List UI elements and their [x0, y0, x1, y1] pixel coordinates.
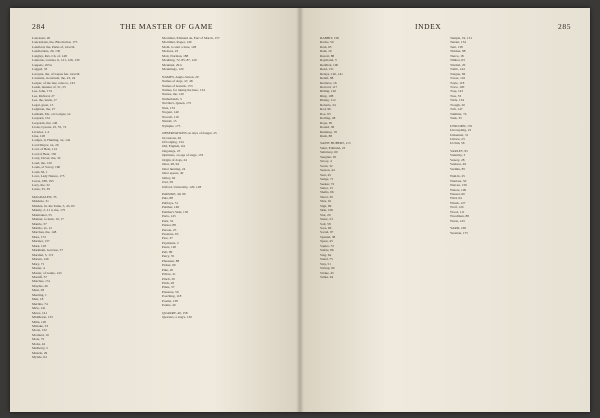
index-entry: Poaching, 118	[162, 294, 182, 299]
index-entry: Palfreys, 51	[162, 200, 179, 205]
index-entry: Woodmen, 88	[450, 214, 469, 219]
index-entry: Rush, 88	[320, 133, 333, 138]
index-entry: Mew, 141	[32, 306, 46, 311]
index-entry: Reward, 117	[320, 84, 338, 89]
index-entry: YARD, 160	[450, 226, 467, 231]
index-entry: Lenham, Mr., on Lodges, xx	[32, 111, 71, 116]
index-entry: Unlace, 23	[450, 136, 465, 141]
index-entry: Slot, 20	[320, 212, 331, 217]
index-entry: Urchin, 56	[450, 141, 465, 146]
index-entry: Shafts, 66	[320, 190, 334, 195]
index-entry: Liveries, 1-2	[32, 129, 50, 134]
index-entry: Matches, 151	[32, 279, 51, 284]
index-entry: Meeting, 1	[32, 292, 47, 297]
index-entry: Lions, Lysons, 25, 55, 72	[32, 125, 67, 130]
index-entry: Stirrup, 90	[320, 266, 335, 271]
index-entry: Pheasant, 88	[162, 258, 180, 263]
index-entry: Lancaster, 20	[32, 36, 51, 40]
index-entry: Mottoes, 22	[162, 49, 179, 54]
index-entry: Moon, 132	[32, 328, 47, 333]
index-entry: Rope, 95	[320, 120, 333, 125]
index-entry: Panther's Skin, 150	[162, 209, 189, 214]
index-entry: Running, 18	[320, 129, 337, 134]
index-entry: Unkennel, 31	[450, 132, 469, 137]
index-entry: Pillow, 21	[162, 272, 176, 277]
index-entry: Mainly, 2, 21 n, the, 175	[32, 208, 66, 213]
index-entry: Lucy, the, 32	[32, 182, 50, 187]
index-entry: Mastiff, 37	[32, 275, 48, 280]
index-entry: Langley, Rev. Ch. of. 148	[32, 53, 67, 58]
index-entry: Pinch, 30	[162, 276, 175, 281]
index-entry: Master, 4	[32, 266, 45, 271]
index-entry: Tumbler, 74	[450, 111, 467, 116]
index-entry: Peers, 120	[162, 245, 177, 250]
index-entry: Laroyne, the, of Lupus fen. xxxviii	[32, 71, 80, 76]
index-entry: Rolling, 48	[320, 116, 336, 121]
index-entry: Pelt, 89	[162, 249, 173, 254]
index-entry: Mews, 141	[32, 310, 48, 315]
index-entry: Parson, 25	[162, 227, 177, 232]
index-entry: Mistake, 33	[32, 324, 49, 328]
index-entry: SAINT HUBERT, 115	[320, 141, 351, 146]
index-entry: Rising, 112	[320, 98, 336, 103]
index-entry: Stag, 64	[320, 252, 332, 257]
index-entry: Roberts, 34	[320, 102, 336, 107]
index-entry: Sign, 99	[320, 203, 332, 208]
left-page-number: 284	[32, 22, 46, 31]
index-entry: Tent, 138	[450, 44, 463, 49]
index-entry: Of lodging, 134	[162, 139, 184, 144]
index-entry: Tinchel, 20	[450, 62, 466, 67]
index-entry: Mortimer, Edmund de, Earl of March, 157	[162, 36, 220, 40]
index-entry: Mariner, 137	[32, 239, 50, 244]
right-index-column-1	[320, 36, 438, 279]
index-entry: Pitch, 28	[162, 281, 175, 286]
index-entry: Spear, 43	[320, 239, 333, 244]
index-entry: Lancastrian, the, Bloom that, 175	[32, 40, 78, 45]
index-entry: Louis XI, 1	[32, 169, 48, 174]
index-entry: Poems, 138	[162, 298, 178, 303]
index-entry: UNICORN, 155	[450, 123, 473, 128]
index-entry: Mark, 118	[32, 243, 46, 248]
index-entry: Mynde, 64	[32, 355, 47, 360]
index-entry: Love, Lady Nature, 175	[32, 174, 65, 179]
index-entry: Middleton, 135	[32, 315, 53, 320]
index-entry: Pleasure, 50	[162, 289, 179, 294]
index-entry: Trace, 100	[450, 84, 465, 89]
index-entry: Nogent, 140	[162, 110, 179, 115]
index-entry: WALK, 25	[450, 174, 465, 179]
index-entry: Snare, 23	[320, 217, 333, 222]
index-entry: Names of hounds, 153	[162, 83, 193, 88]
index-entry: Relays, 140, 141	[320, 71, 343, 76]
index-entry: Names of dogs, 47, 48	[162, 79, 193, 84]
index-entry: Nuttall, 15	[162, 119, 177, 124]
index-entry: Ring, 108	[320, 93, 334, 98]
index-entry: Marshal, 5, 172	[32, 252, 54, 257]
index-entry: Perry, 55	[162, 254, 175, 259]
index-entry: Paris, 143	[162, 214, 176, 219]
index-entry: Sedge, 71	[320, 177, 334, 182]
index-entry: Lord Mayor, xx, 20	[32, 142, 59, 147]
index-entry: Plans, 37	[162, 285, 175, 290]
index-entry: Panther, 148	[162, 205, 180, 210]
index-entry: Reed, 151	[320, 67, 334, 72]
index-entry: Trough, 20	[450, 102, 465, 107]
index-entry: Markham, Gervase, 37	[32, 248, 64, 253]
index-entry: Squire, 72	[320, 243, 334, 248]
index-entry: Lucas, 188, 195	[32, 178, 54, 183]
index-entry: Warren, 139	[450, 183, 467, 188]
index-entry: Lodges, ii, Hunting, xx, 142	[32, 138, 71, 143]
index-entry: Yeoman, 175	[450, 230, 468, 235]
index-entry: MAGDALEN, 35	[32, 194, 57, 199]
index-entry: Toyle, 118	[450, 80, 465, 85]
index-entry: Relief, 88	[320, 76, 334, 81]
index-entry: OBSERVATIONS on days of danger, 25	[162, 131, 217, 136]
index-entry: Names, for taking the hare, 134	[162, 87, 205, 92]
index-entry: Winds, 127	[450, 200, 466, 205]
index-entry: Vauntlay, 3	[450, 153, 466, 158]
index-entry: Timber, 63	[450, 58, 465, 63]
index-entry: Pale, 88	[162, 196, 173, 201]
index-entry: Lord of Bear, 150	[32, 151, 57, 156]
index-entry: Mare, 172	[32, 234, 46, 239]
index-entry: Parker, 88	[162, 223, 176, 228]
index-entry: Temple, 19, 131	[450, 36, 472, 40]
index-entry: Tenant, 134	[450, 40, 466, 45]
index-entry: Men, 18	[32, 297, 44, 302]
index-entry: Moth, to start a hare, 128	[162, 44, 197, 49]
right-page	[300, 8, 590, 412]
index-entry: Wanlass, 50	[450, 178, 467, 183]
index-entry: NAMES, Anglo-Saxon, 20	[162, 74, 199, 79]
index-entry: Maidens, 31	[32, 199, 49, 204]
index-entry: Mary, 71	[32, 261, 45, 266]
index-entry: Wrest, 143	[450, 218, 465, 223]
index-entry: Salisbury, 60	[320, 150, 338, 155]
index-entry: Oxford, University, 120, 128	[162, 184, 202, 189]
index-entry: Landlorders, 29, 130	[32, 49, 61, 54]
left-page	[10, 8, 300, 412]
index-entry: Manner, to hunt, 10, 17	[32, 217, 64, 222]
index-entry: Owl, 58	[162, 180, 173, 185]
index-entry: Lawsuits, in ancient, the, 23, 24	[32, 76, 76, 81]
index-entry: Stay, 51	[320, 261, 331, 266]
index-entry: Louis, of Savoy, 160	[32, 165, 61, 170]
index-entry: Moulting, 72, 85, 87, 120	[162, 58, 197, 63]
index-entry: Round, 38	[320, 125, 335, 130]
index-entry: Mulberry, 5	[32, 346, 48, 351]
index-entry: Wild, 64	[450, 196, 462, 201]
index-entry: Soil, 58	[320, 221, 331, 226]
index-entry: Netherlands, 5	[162, 96, 182, 101]
index-entry: Waters, 109	[450, 187, 467, 192]
index-entry: Mott, Norman, 188	[162, 53, 189, 58]
index-entry: Rod, 90	[320, 107, 331, 112]
index-entry: Sorrel, 97	[320, 230, 334, 235]
index-entry: QUARRY, 40, 158	[162, 310, 188, 315]
index-entry: Rascal, 88	[320, 53, 335, 58]
left-running-head: THE MASTER OF GAME	[120, 22, 214, 31]
index-entry: Nymphs, 175	[162, 123, 181, 128]
index-entry: Skin, 100	[320, 208, 333, 213]
index-entry: Ottley, 62	[162, 175, 176, 180]
right-page-number: 285	[558, 22, 572, 31]
index-entry: Spaniel, 38	[320, 234, 336, 239]
index-entry: Motte, 42	[32, 341, 46, 346]
right-running-head: INDEX	[415, 22, 442, 31]
index-entry: Lanterns, various, ii, 121, 126, 130	[32, 58, 80, 63]
index-entry: Scent, 32	[320, 163, 333, 168]
book-spread	[10, 8, 590, 412]
index-entry: Maiden, lit. the Tame, 5, 45, 65	[32, 203, 75, 208]
index-entry: Tongue, 84	[450, 71, 466, 76]
index-entry: Otter hunting, 24	[162, 166, 186, 171]
index-entry: Setter, 13	[320, 185, 333, 190]
index-entry: Occasions, 49	[162, 135, 182, 140]
index-entry: Lagged, 33	[32, 67, 48, 72]
index-entry: Mountings, 120	[162, 67, 184, 72]
index-entry: Mantle, 37	[32, 221, 47, 226]
index-entry: Tierce, 18	[450, 53, 464, 58]
index-entry: Master, of Game, 143	[32, 270, 62, 275]
index-entry: Payments, 2	[162, 240, 179, 245]
index-entry: Rain, 65	[320, 44, 332, 49]
index-entry: Shoot, 65	[320, 194, 333, 199]
index-entry: Park, 52	[162, 218, 174, 223]
index-entry: Stable, 86	[320, 248, 334, 253]
index-entry: Trick, 134	[450, 98, 465, 103]
index-entry: Nets, 133	[162, 105, 175, 110]
left-index-column-1	[32, 36, 150, 360]
index-entry: Tomb, 144	[450, 67, 465, 72]
index-entry: PADUKE, 40, 90	[162, 191, 186, 196]
index-entry: Morland, 10	[32, 332, 49, 337]
index-entry: Origin of dogs, 24	[162, 157, 187, 162]
index-entry: Pasterns, 65	[162, 232, 179, 237]
index-entry: RABBIT, 106	[320, 36, 339, 40]
index-entry: Mille, 120	[32, 319, 47, 324]
index-entry: Uncoupling, 23	[450, 128, 472, 133]
index-entry: Raymond, 3	[320, 58, 337, 63]
index-entry: Strake, 45	[320, 270, 334, 275]
index-entry: Points, 40	[162, 303, 176, 308]
index-entry: Leopard, 152	[32, 116, 51, 121]
index-entry: Shot, 91	[320, 199, 332, 204]
index-entry: Otter, 48, 94	[162, 162, 180, 167]
index-entry: Nature, the, 120	[162, 92, 184, 97]
index-entry: Lorry, Dover, the, 32	[32, 156, 61, 161]
index-entry: Saint, Edmund, 23	[320, 145, 346, 150]
index-entry: Marble, xx, 12	[32, 226, 52, 231]
index-entry: Weasel, 60	[450, 191, 465, 196]
index-entry: Picket, 90	[162, 263, 176, 268]
index-entry: Opinions, on age of stags, 133	[162, 153, 204, 158]
index-entry: Line, 128	[32, 133, 45, 138]
index-entry: Stand, 75	[320, 257, 333, 262]
index-entry: Thicket, 88	[450, 49, 466, 54]
index-entry: Tower, 116	[450, 76, 466, 81]
index-entry: Mote, 72	[32, 337, 45, 342]
index-entry: Leopards, the, 146	[32, 120, 58, 125]
index-entry: Marches, the, 148	[32, 230, 57, 235]
index-entry: Muzzle, 29	[32, 350, 48, 355]
index-entry: Landlord, the, Parks of, xxxviii	[32, 44, 75, 49]
index-entry: Savoy, 4	[320, 159, 332, 164]
index-entry: Ram, 19	[320, 49, 332, 54]
index-entry: Season, 44	[320, 168, 335, 173]
index-entry: Leighton, the, 27	[32, 107, 56, 112]
index-entry: Riding, 120	[320, 89, 337, 94]
index-entry: Meat, 28	[32, 288, 45, 293]
index-entry: Lord, of Beat, 114	[32, 147, 57, 152]
index-entry: Quarters, a stag's, 130	[162, 315, 192, 320]
index-entry: Neville's, Queen, 175	[162, 101, 192, 106]
index-entry: Leaper, of the late, rates to, 143	[32, 80, 75, 85]
index-entry: Seeker, 72	[320, 181, 335, 186]
index-entry: Sore, 96	[320, 226, 332, 231]
index-entry: Lee, Richard, 27	[32, 93, 55, 98]
index-entry: Mounted, 29 n	[162, 62, 182, 67]
index-entry: Seat, 45	[320, 172, 331, 177]
index-entry: Maydes, 40	[32, 283, 48, 288]
index-entry: Sanglier, 95	[320, 154, 337, 159]
index-entry: Trap, 143	[450, 89, 464, 94]
index-entry: Wolf, 120	[450, 205, 464, 210]
index-entry: Venison, 49	[450, 162, 467, 167]
index-entry: Lee, the, lands, 17	[32, 98, 57, 103]
index-entry: VARLET, 95	[450, 148, 468, 153]
index-entry: Legal, great, 13	[32, 102, 54, 107]
index-entry: Otter spears, 40	[162, 171, 184, 176]
index-entry: Lures, 35, 39	[32, 187, 50, 192]
index-entry: Wood, 111	[450, 209, 465, 214]
index-entry: Retrieve, 16	[320, 80, 337, 85]
index-entry: Ongoings, 25	[162, 148, 181, 153]
left-index-column-2	[162, 36, 280, 320]
index-entry: Pike, 20	[162, 267, 174, 272]
index-entry: Mortimer, Roger, 140	[162, 40, 192, 45]
index-entry: Leash, manner of, 51, 55	[32, 84, 66, 89]
index-entry: Roe, 93	[320, 111, 331, 116]
index-entry: Nowell, 116	[162, 114, 179, 119]
book-gutter	[296, 8, 304, 412]
index-entry: Tuft, 147	[450, 107, 463, 112]
right-index-column-2	[450, 36, 568, 235]
index-entry: Old, English, xix	[162, 144, 186, 149]
index-entry: Tusk, 33	[450, 116, 462, 121]
index-entry: Tree, 53	[450, 93, 462, 98]
index-entry: Merlins, 74	[32, 301, 48, 306]
index-entry: Marten, 146	[32, 257, 49, 262]
index-entry: Vermin, 85	[450, 166, 466, 171]
index-entry: Loud, the, 120	[32, 160, 52, 165]
index-entry: Lee, John, 174	[32, 89, 52, 94]
index-entry: Maintainer, 55	[32, 212, 52, 217]
index-entry: Reddick, 100	[320, 62, 339, 67]
index-entry: Strike, 94	[320, 275, 334, 280]
index-entry: Paw, 37	[162, 236, 173, 241]
index-entry: Venery, 28	[450, 157, 465, 162]
index-entry: Rache, 50	[320, 40, 334, 45]
index-entry: Lappets, 163 n	[32, 62, 53, 67]
